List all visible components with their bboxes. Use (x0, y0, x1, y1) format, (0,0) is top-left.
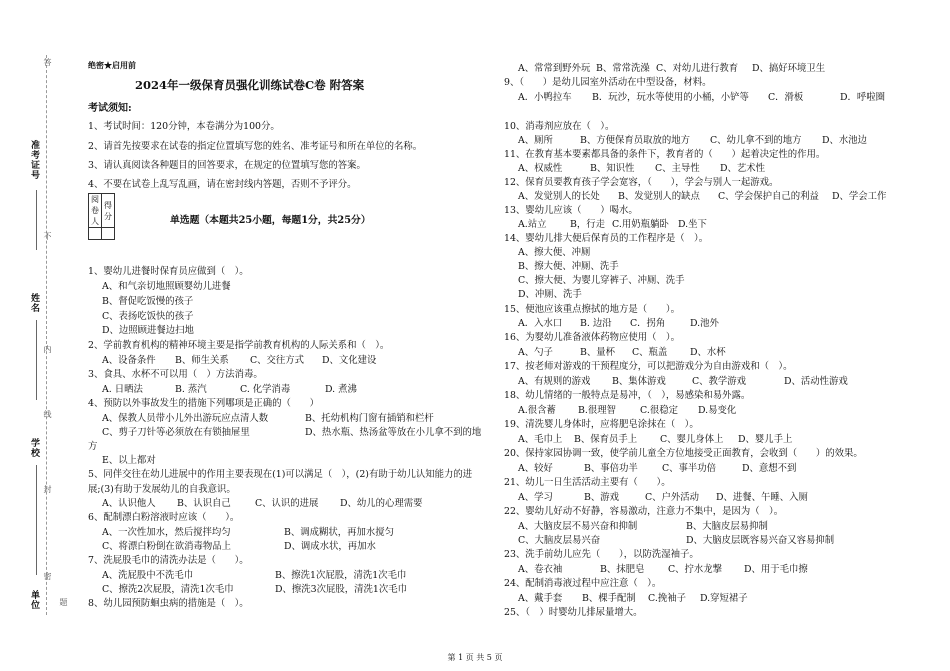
option: E、以上都对 (102, 455, 156, 466)
option: C、学会保护自己的利益 (718, 191, 819, 202)
question: 11、在教育基本要素都具备的条件下，教育者的（ ）起着决定性的作用。 (504, 149, 826, 160)
question: 18、幼儿情绪的一般特点是易冲，（ ），易感染和易外露。 (504, 390, 751, 401)
question: 17、按老师对游戏的干预程度分，可以把游戏分为自由游戏和（ ）。 (504, 361, 793, 372)
question: 13、婴幼儿应该（ ）喝水。 (504, 205, 638, 216)
option: B、调成糊状，再加水搅匀 (284, 527, 395, 538)
question: 16、为婴幼儿准备液体药物应使用（ ）。 (504, 332, 680, 343)
question: 20、保持家园协调一致，使学前儿童全方位地接受正面教育，会收到（ ）的效果。 (504, 448, 863, 459)
option: B、事倍功半 (584, 463, 638, 474)
option: D、大脑皮层既容易兴奋又容易抑制 (686, 535, 835, 546)
school-label: 学校 (29, 438, 39, 458)
option: A．小鸭拉车 (518, 92, 572, 103)
option: B. 蒸汽 (175, 384, 207, 395)
option: A、学习 (518, 492, 553, 503)
option: D、意想不到 (742, 463, 797, 474)
option: 方 (88, 441, 98, 452)
seal-char: 封 (43, 485, 52, 493)
option: B、抹肥皂 (600, 564, 645, 575)
option: A、卷衣袖 (518, 564, 563, 575)
option: C、主导性 (655, 163, 700, 174)
name-label: 姓名 (29, 293, 39, 313)
option: D、热水瓶、热汤盆等放在小儿拿不到的地 (305, 427, 482, 438)
option: D．呼啦圈 (840, 92, 886, 103)
option: A、厕所 (518, 135, 553, 146)
question: 5、同伴交往在幼儿进展中的作用主要表现在(1)可以满足（ ），(2)有助于幼儿认知能力的进 (88, 469, 473, 480)
option: B、知识性 (590, 163, 635, 174)
option: D、婴儿手上 (738, 434, 793, 445)
option: A、有规则的游戏 (518, 376, 591, 387)
option: A、发觉别人的长处 (518, 191, 600, 202)
option: B、托幼机构门窗有插销和栏杆 (305, 413, 434, 424)
seal-char: 内 (43, 345, 52, 353)
option: C、教学游戏 (692, 376, 747, 387)
option: C．拐角 (630, 318, 666, 329)
option: B、师生关系 (175, 355, 229, 366)
option: B、发觉别人的缺点 (618, 191, 700, 202)
score-table-score: 得分 (102, 194, 115, 228)
option: D、冲厕、洗手 (518, 289, 582, 300)
option: A、擦大便、冲厕 (518, 247, 591, 258)
option: C、表扬吃饭快的孩子 (102, 311, 194, 322)
option: C、瓶盖 (632, 347, 668, 358)
option: B，行走 (570, 219, 606, 230)
seal-char: 密 (43, 572, 52, 580)
question: 6、配制漂白粉溶液时应该（ ）。 (88, 512, 240, 523)
option: D、搞好环境卫生 (752, 63, 826, 74)
notice-item: 3、请认真阅读各种题目的回答要求，在规定的位置填写您的答案。 (88, 160, 366, 171)
option: A、一次性加水，然后搅拌均匀 (102, 527, 231, 538)
question: 4、预防以外事故发生的措施下列哪项是正确的（ ） (88, 398, 319, 409)
score-table (88, 193, 115, 240)
option: B、棵手配制 (582, 593, 636, 604)
option: D、文化建设 (322, 355, 377, 366)
unit-label: 单位 (29, 590, 39, 610)
option: C、拧水龙撃 (668, 564, 723, 575)
option: B、量杯 (580, 347, 616, 358)
exam-id-blank (36, 190, 37, 250)
question: 25、（ ）时婴幼儿排尿量增大。 (504, 607, 643, 618)
option: B.很理智 (578, 405, 616, 416)
option: D、幼儿的心理需要 (340, 498, 423, 509)
option: C、认识的进展 (255, 498, 319, 509)
option: D、学会工作 (832, 191, 887, 202)
option: C、户外活动 (645, 492, 700, 503)
question-cont: 展;(3)有助于发展幼儿的自我意识。 (88, 484, 236, 495)
seal-char: 答 (43, 58, 52, 66)
option: A．入水口 (518, 318, 563, 329)
option: C、幼儿拿不到的地方 (710, 135, 802, 146)
notice-item: 4、不要在试卷上乱写乱画，请在密封线内答题，否则不予评分。 (88, 179, 357, 190)
option: B、大脑皮层易抑制 (686, 521, 768, 532)
option: B. 边沿 (580, 318, 612, 329)
notice-heading: 考试须知: (88, 103, 132, 114)
option: A、较好 (518, 463, 553, 474)
question: 10、消毒剂应放在（ ）。 (504, 121, 615, 132)
secret-mark: 绝密★启用前 (88, 60, 136, 70)
option: D.穿短裙子 (700, 593, 748, 604)
option: D.池外 (690, 318, 719, 329)
option: A、认识他人 (102, 498, 156, 509)
option: A. 日晒法 (102, 384, 143, 395)
option: D. 煮沸 (325, 384, 357, 395)
page-footer: 第 1 页 共 5 页 (447, 653, 503, 662)
option: A、大脑皮层不易兴奋和抑制 (518, 521, 638, 532)
option: A、戴手套 (518, 593, 563, 604)
question: 1、婴幼儿进餐时保育员应做到（ ）。 (88, 266, 249, 277)
seal-char: 不 (43, 232, 52, 240)
question: 22、婴幼儿好动不好静，容易激动，注意力不集中，是因为（ ）。 (504, 506, 784, 517)
question: 12、保育员要教育孩子学会宽容，（ ），学会与别人一起游戏。 (504, 177, 779, 188)
option: A、洗屁股中不洗毛巾 (102, 570, 194, 581)
option: D、进餐、午睡、入厕 (716, 492, 808, 503)
notice-item: 2、请首先按要求在试卷的指定位置填写您的姓名、准考证号和所在单位的名称。 (88, 141, 423, 152)
option: A、勺子 (518, 347, 553, 358)
option: C、对幼儿进行教育 (656, 63, 739, 74)
option: C、事半功倍 (662, 463, 717, 474)
question: 8、幼儿园预防蛔虫病的措施是（ ）。 (88, 598, 249, 609)
question: 19、清洗婴儿身体时，应将肥皂涂抹在（ ）。 (504, 419, 699, 430)
score-cell (89, 228, 102, 240)
question: 23、洗手前幼儿应先（ ），以防洗湿袖子。 (504, 549, 699, 560)
option: B、常常洗澡 (596, 63, 650, 74)
question: 7、洗屁股毛巾的清洗办法是（ ）。 (88, 555, 249, 566)
option: D、用于毛巾擦 (744, 564, 808, 575)
option: D.坐下 (678, 219, 707, 230)
school-blank (36, 465, 37, 575)
exam-id-label: 准考证号 (29, 140, 39, 180)
question: 24、配制消毒液过程中应注意（ ）。 (504, 578, 662, 589)
question: 15、便池应该重点擦拭的地方是（ ）。 (504, 304, 680, 315)
option: C、婴儿身体上 (660, 434, 724, 445)
option: C、剪子刀针等必须放在有锁抽屉里 (102, 427, 250, 438)
seal-char: 题 (59, 598, 68, 606)
option: C、交往方式 (250, 355, 305, 366)
binding-margin (0, 0, 68, 671)
option: A、毛巾上 (518, 434, 563, 445)
question: 9、（ ）是幼儿园室外活动在中型设备，材料。 (504, 77, 712, 88)
page-title: 2024年一级保育员强化训练试卷C卷 附答案 (135, 78, 365, 92)
option: D、擦洗3次屁股，清洗1次毛巾 (275, 584, 407, 595)
score-cell (102, 228, 115, 240)
option: A.站立 (518, 219, 547, 230)
option: B、游戏 (584, 492, 620, 503)
option: A、设备条件 (102, 355, 156, 366)
option: D、调成水状，再加水 (284, 541, 376, 552)
option: B、擦大便、冲厕、洗手 (518, 261, 619, 272)
option: C．滑板 (768, 92, 804, 103)
name-blank (36, 320, 37, 400)
option: C.挽袖子 (648, 593, 686, 604)
option: D、边照顾进餐边扫地 (102, 325, 194, 336)
option: A.很含蓄 (518, 405, 556, 416)
option: B、保育员手上 (574, 434, 638, 445)
option: A、和气亲切地照顾婴幼儿进餐 (102, 281, 231, 292)
seal-line (46, 55, 47, 615)
option: C、擦大便、为婴儿穿裤子、冲厕、洗手 (518, 275, 685, 286)
option: A、权威性 (518, 163, 563, 174)
option: C.很稳定 (640, 405, 678, 416)
option: B、擦洗1次屁股，清洗1次毛巾 (275, 570, 407, 581)
option: B、督促吃饭慢的孩子 (102, 296, 194, 307)
option: D、水池边 (822, 135, 868, 146)
option: B．玩沙，玩水等使用的小桶，小铲等 (592, 92, 749, 103)
option: C、大脑皮层易兴奋 (518, 535, 601, 546)
option: A、常常到野外玩 (518, 63, 591, 74)
option: C、擦洗2次屁股，清洗1次毛巾 (102, 584, 234, 595)
question: 2、学前教育机构的精神环境主要是指学前教育机构的人际关系和（ ）。 (88, 340, 390, 351)
option: D、艺术性 (720, 163, 766, 174)
question: 14、婴幼儿排大便后保育员的工作程序是（ ）。 (504, 233, 709, 244)
option: C. 化学消毒 (240, 384, 291, 395)
option: A、保教人员带小儿外出游玩应点清人数 (102, 413, 269, 424)
notice-item: 1、考试时间：120分钟，本卷满分为100分。 (88, 121, 280, 132)
option: D.易变化 (698, 405, 737, 416)
option: B、认识自己 (177, 498, 231, 509)
option: D、活动性游戏 (784, 376, 848, 387)
option: B、集体游戏 (612, 376, 666, 387)
seal-char: 线 (43, 410, 52, 418)
option: D、水杯 (690, 347, 726, 358)
section-title: 单选题（本题共25小题，每题1分，共25分） (170, 215, 371, 226)
question: 3、食具、水杯不可以用（ ）方法消毒。 (88, 369, 263, 380)
option: C.用奶瓶躺卧 (612, 219, 669, 230)
score-table-grader: 阅卷人 (89, 194, 102, 228)
question: 21、幼儿一日生活活动主要有（ ）。 (504, 477, 671, 488)
option: B、方便保育员取放的地方 (580, 135, 691, 146)
option: C、将漂白粉倒在欲消毒物品上 (102, 541, 232, 552)
